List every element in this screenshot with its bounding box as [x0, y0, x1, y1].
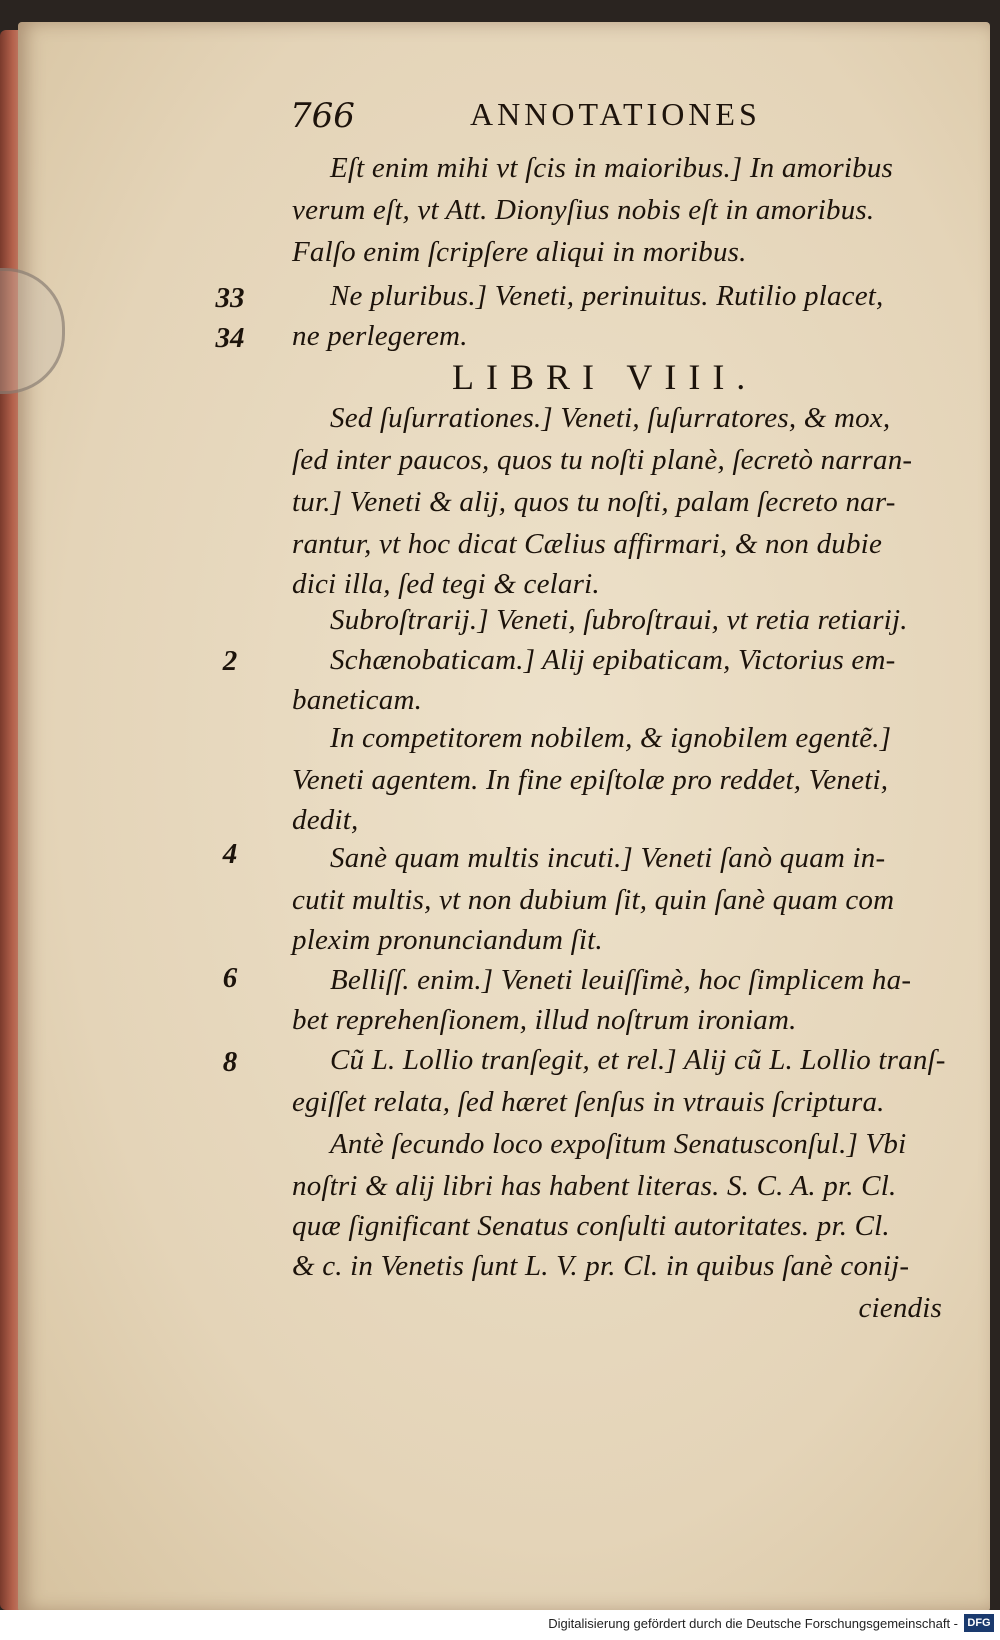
running-title: ANNOTATIONES: [470, 96, 761, 132]
text-line: ne perlegerem.: [292, 320, 468, 352]
text-line: Cũ L. Lollio tranſegit, et rel.] Alij cũ L. Lollio tranſ-: [330, 1044, 946, 1076]
text-line: & c. in Venetis ſunt L. V. pr. Cl. in quibus ſanè conij-: [292, 1250, 910, 1282]
text-line: plexim pronunciandum ſit.: [292, 924, 603, 956]
text-line: Falſo enim ſcripſere aliqui in moribus.: [292, 236, 747, 268]
margin-number: 2: [222, 645, 238, 677]
margin-number: 6: [222, 962, 238, 994]
text-line: Antè ſecundo loco expoſitum Senatusconſul.] Vbi: [330, 1128, 907, 1160]
text-line: dedit,: [292, 804, 359, 836]
text-line: ſed inter paucos, quos tu noſti planè, ſecretò narran-: [292, 444, 913, 476]
margin-number: 33: [215, 282, 245, 314]
margin-number: 8: [222, 1046, 238, 1078]
text-line: tur.] Veneti & alij, quos tu noſti, palam ſecreto nar-: [292, 486, 896, 518]
text-line: Belliſſ. enim.] Veneti leuiſſimè, hoc ſimplicem ha-: [330, 964, 912, 996]
text-line: Veneti agentem. In fine epiſtolæ pro reddet, Veneti,: [292, 764, 889, 796]
text-line: verum eſt, vt Att. Dionyſius nobis eſt in amoribus.: [292, 194, 875, 226]
catchword: ciendis: [858, 1292, 942, 1324]
text-line: Ne pluribus.] Veneti, perinuitus. Rutilio placet,: [330, 280, 884, 312]
text-line: noſtri & alij libri has habent literas. S. C. A. pr. Cl.: [292, 1170, 897, 1202]
text-line: rantur, vt hoc dicat Cælius affirmari, & non dubie: [292, 528, 883, 560]
footer-credit: Digitalisierung gefördert durch die Deutsche Forschungsgemeinschaft -: [548, 1616, 958, 1631]
text-line: Eſt enim mihi vt ſcis in maioribus.] In amoribus: [330, 152, 894, 184]
page-number: 766: [290, 96, 355, 136]
text-line: Sed ſuſurrationes.] Veneti, ſuſurratores, & mox,: [330, 402, 891, 434]
margin-number: 4: [222, 838, 238, 870]
text-line: Sanè quam multis incuti.] Veneti ſanò quam in-: [330, 842, 886, 874]
text-line: egiſſet relata, ſed hæret ſenſus in vtrauis ſcriptura.: [292, 1086, 885, 1118]
dfg-logo: DFG: [964, 1614, 994, 1632]
text-line: Schænobaticam.] Alij epibaticam, Victorius em-: [330, 644, 896, 676]
text-line: Subroſtrarij.] Veneti, ſubroſtraui, vt retia retiarij.: [330, 604, 908, 636]
margin-number: 34: [215, 322, 245, 354]
text-line: baneticam.: [292, 684, 423, 716]
text-line: dici illa, ſed tegi & celari.: [292, 568, 600, 600]
section-heading: LIBRI VIII.: [452, 357, 758, 397]
text-line: quæ ſignificant Senatus conſulti autoritates. pr. Cl.: [292, 1210, 890, 1242]
text-line: bet reprehenſionem, illud noſtrum ironiam.: [292, 1004, 797, 1036]
text-line: cutit multis, vt non dubium ſit, quin ſanè quam com: [292, 884, 895, 916]
text-line: In competitorem nobilem, & ignobilem egentẽ.]: [330, 722, 892, 754]
page-header: [290, 92, 910, 136]
